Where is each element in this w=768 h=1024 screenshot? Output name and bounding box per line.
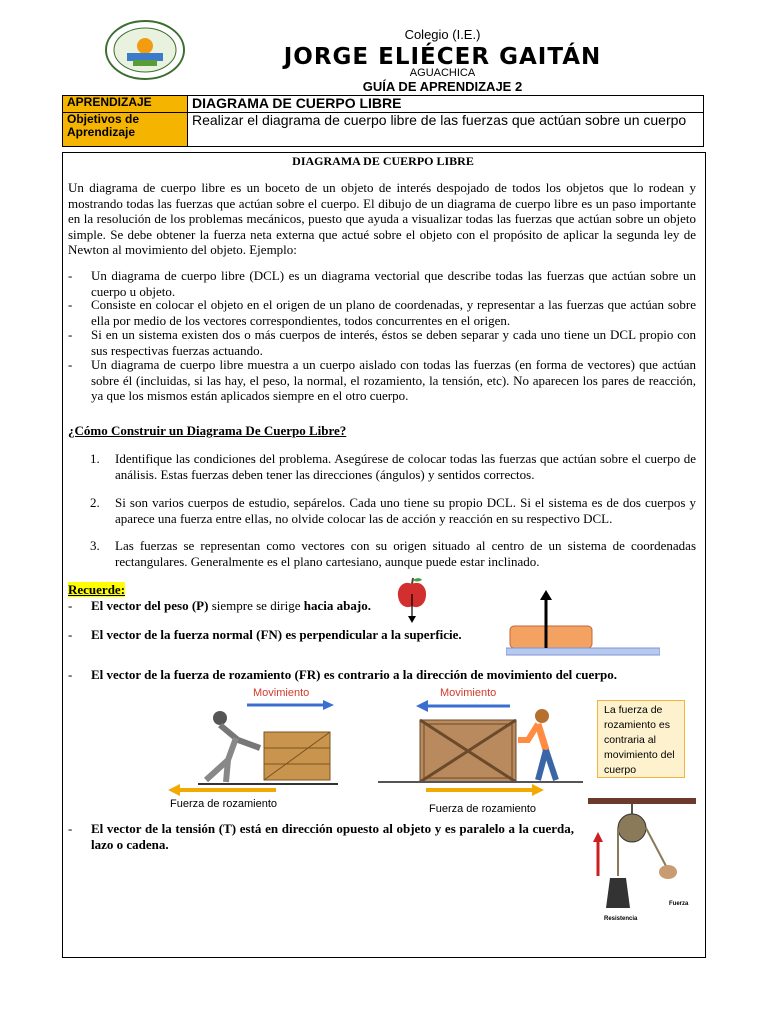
school-name: JORGE ELIÉCER GAITÁN xyxy=(283,44,602,70)
guide-title: GUÍA DE APRENDIZAJE 2 xyxy=(362,79,523,94)
rozamiento-note: La fuerza de rozamiento es contraria al movimiento del cuerpo xyxy=(597,700,685,778)
fuerza-rozamiento-label: Fuerza de rozamiento xyxy=(429,803,536,815)
objetivos-value: Realizar el diagrama de cuerpo libre de las fuerzas que actúan sobre un cuerpo xyxy=(188,113,704,147)
movimiento-label: Movimiento xyxy=(253,687,310,699)
city-label: AGUACHICA xyxy=(409,67,476,79)
rozamiento-arrow xyxy=(426,784,546,796)
man-pushing-crate-illustration xyxy=(378,706,583,786)
fuerza-rozamiento-label: Fuerza de rozamiento xyxy=(170,798,277,810)
bullet-text: Un diagrama de cuerpo libre muestra a un cuerpo aislado con todas las fuerzas (en forma de vectores) que actúan sobre él (incluidas, si las hay, el peso, la normal, el rozamiento, la tensión, etc). No aparecen los pares de reacción, ya que los mismos están aplicados siempre en el otro cuerpo. xyxy=(91,357,696,403)
bullet-text: Si en un sistema existen dos o más cuerpos de interés, éstos se deben separar y cada uno tiene un DCL propio con sus respectivas fuerzas actuando. xyxy=(91,327,696,358)
normal-force-illustration xyxy=(506,588,660,658)
school-logo xyxy=(105,20,185,80)
rozamiento-arrow xyxy=(168,784,278,796)
intro-paragraph: Un diagrama de cuerpo libre es un boceto de un objeto de interés despojado de todos los objetos que lo rodean y mostrando todas las fuerzas que actúan sobre el cuerpo. El dibujo de un diagrama de cuerpo libre es un paso importante en la resolución de los problemas mecánicos, puesto que ayuda a visualizar todas las fuerzas que actúan sobre un objeto simple. Se debe obtener la fuerza neta externa que actué sobre el objeto con el propósito de aplicar la segunda ley de Newton al movimiento del objeto. Ejemplo: xyxy=(68,180,696,257)
objetivos-label: Objetivos de Aprendizaje xyxy=(63,113,188,147)
person-pushing-box-illustration xyxy=(198,708,338,786)
aprendizaje-value: DIAGRAMA DE CUERPO LIBRE xyxy=(188,96,704,113)
bullet-text: Un diagrama de cuerpo libre (DCL) es un diagrama vectorial que describe todas las fuerzas que actúan sobre un cuerpo u objeto. xyxy=(91,268,696,299)
colegio-label: Colegio (I.E.) xyxy=(404,27,481,42)
aprendizaje-label: APRENDIZAJE xyxy=(63,96,188,113)
section-title: DIAGRAMA DE CUERPO LIBRE xyxy=(292,154,474,168)
info-table xyxy=(62,95,704,147)
resistencia-label: Resistencia xyxy=(604,916,638,922)
movimiento-label: Movimiento xyxy=(440,687,497,699)
bullet-text: Consiste en colocar el objeto en el origen de un plano de coordenadas, y representar a las fuerzas que actúan sobre ella por medio de los vectores correspondientes, todos concurrentes en el origen. xyxy=(91,297,696,328)
apple-weight-illustration xyxy=(395,576,429,626)
fuerza-label: Fuerza xyxy=(669,901,689,907)
how-title: ¿Cómo Construir un Diagrama De Cuerpo Libre? xyxy=(68,423,347,438)
recuerde-label: Recuerde: xyxy=(68,582,126,597)
